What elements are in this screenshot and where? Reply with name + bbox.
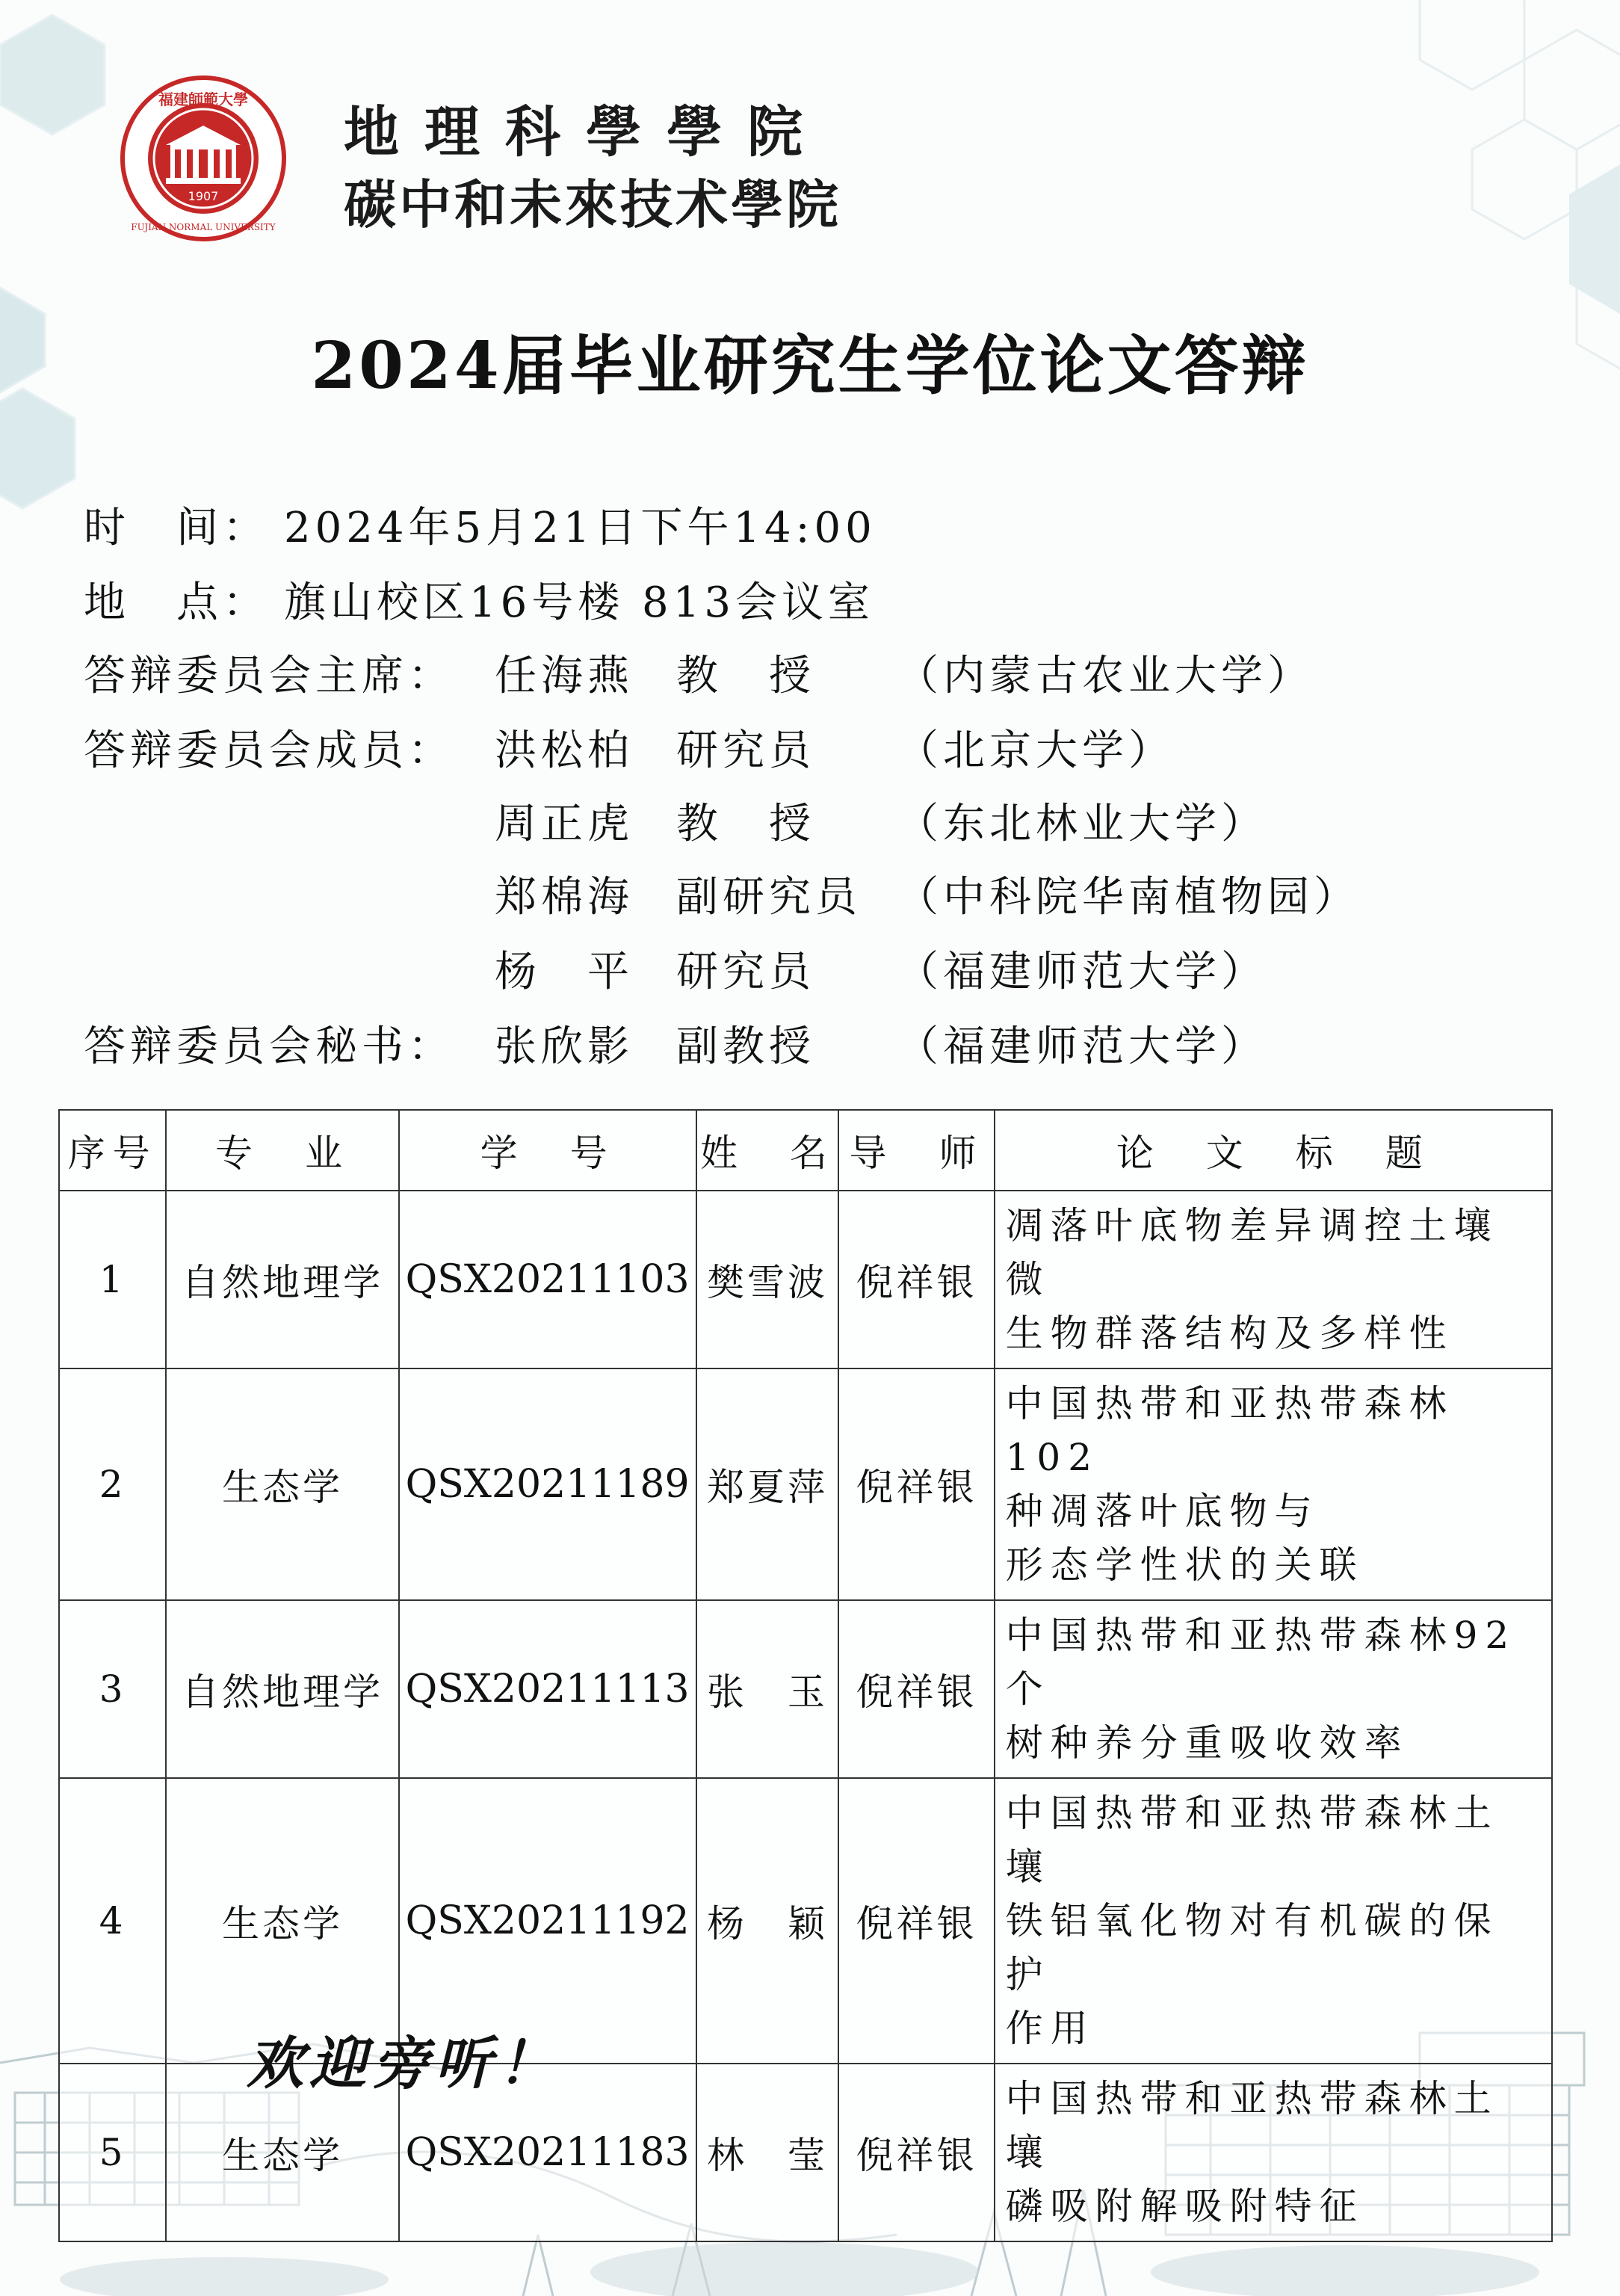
chair-title: 教 授 xyxy=(676,652,815,700)
cell-major: 自然地理学 xyxy=(166,1191,398,1368)
cell-name: 郑夏萍 xyxy=(696,1368,839,1600)
place-label: 地 点： xyxy=(84,578,269,627)
cell-advisor: 倪祥银 xyxy=(838,1191,994,1368)
cell-thesis-title: 中国热带和亚热带森林 102 种凋落叶底物与 形态学性状的关联 xyxy=(995,1368,1552,1600)
cell-no: 4 xyxy=(59,1778,166,2064)
logo-year: 1907 xyxy=(188,189,219,203)
member-institution: （东北林业大学） xyxy=(897,800,1267,848)
member-name: 杨 平 xyxy=(495,948,634,996)
cell-no: 1 xyxy=(59,1191,166,1368)
cell-student-id: QSX20211183 xyxy=(399,2064,696,2241)
cell-student-id: QSX20211113 xyxy=(399,1600,696,1778)
time-value: 2024年5月21日下午14:00 xyxy=(284,504,877,552)
member-name: 周正虎 xyxy=(495,800,634,848)
member-title: 副研究员 xyxy=(676,873,862,922)
institute-name: 碳中和未來技术學院 xyxy=(344,173,841,235)
college-name: 地理科學學院 xyxy=(344,100,828,164)
chair-name: 任海燕 xyxy=(495,652,634,700)
cell-advisor: 倪祥银 xyxy=(838,1778,994,2064)
cell-thesis-title: 凋落叶底物差异调控土壤微 生物群落结构及多样性 xyxy=(995,1191,1552,1368)
cell-no: 2 xyxy=(59,1368,166,1600)
cell-name: 林 莹 xyxy=(696,2064,839,2241)
cell-name: 杨 颖 xyxy=(696,1778,839,2064)
welcome-text: 欢迎旁听！ xyxy=(247,2030,560,2096)
secretary-name: 张欣影 xyxy=(495,1022,634,1071)
chair-institution: （内蒙古农业大学） xyxy=(897,652,1314,700)
cell-thesis-title: 中国热带和亚热带森林土壤 铁铝氧化物对有机碳的保护 作用 xyxy=(995,1778,1552,2064)
cell-no: 5 xyxy=(59,2064,166,2241)
column-header: 学 号 xyxy=(399,1110,696,1191)
column-header: 论 文 标 题 xyxy=(995,1110,1552,1191)
place-value: 旗山校区16号楼 813会议室 xyxy=(284,578,874,627)
cell-advisor: 倪祥银 xyxy=(838,2064,994,2241)
cell-major: 生态学 xyxy=(166,1778,398,2064)
cell-student-id: QSX20211192 xyxy=(399,1778,696,2064)
cell-student-id: QSX20211103 xyxy=(399,1191,696,1368)
member-institution: （北京大学） xyxy=(897,726,1175,775)
column-header: 专 业 xyxy=(166,1110,398,1191)
cell-name: 张 玉 xyxy=(696,1600,839,1778)
column-header: 导 师 xyxy=(838,1110,994,1191)
cell-no: 3 xyxy=(59,1600,166,1778)
table-row xyxy=(59,1191,1552,1368)
cell-major: 生态学 xyxy=(166,2064,398,2241)
member-title: 教 授 xyxy=(676,800,815,848)
member-name: 郑棉海 xyxy=(495,873,634,922)
column-header: 姓 名 xyxy=(696,1110,839,1191)
secretary-label: 答辩委员会秘书： xyxy=(84,1022,454,1071)
cell-thesis-title: 中国热带和亚热带森林土壤 磷吸附解吸附特征 xyxy=(995,2064,1552,2241)
member-name: 洪松柏 xyxy=(495,726,634,775)
secretary-title: 副教授 xyxy=(676,1022,815,1071)
cell-advisor: 倪祥银 xyxy=(838,1368,994,1600)
member-title: 研究员 xyxy=(676,726,815,775)
logo-name-cn: 福建師範大學 xyxy=(158,90,248,108)
cell-major: 自然地理学 xyxy=(166,1600,398,1778)
table-row xyxy=(59,1368,1552,1600)
university-logo xyxy=(120,75,288,243)
cell-student-id: QSX20211189 xyxy=(399,1368,696,1600)
logo-name-en: FUJIAN NORMAL UNIVERSITY xyxy=(131,222,276,232)
time-label: 时 间： xyxy=(84,504,269,552)
member-institution: （中科院华南植物园） xyxy=(897,873,1360,922)
member-title: 研究员 xyxy=(676,948,815,996)
cell-advisor: 倪祥银 xyxy=(838,1600,994,1778)
table-row xyxy=(59,1600,1552,1778)
chair-label: 答辩委员会主席： xyxy=(84,652,454,700)
cell-thesis-title: 中国热带和亚热带森林92个 树种养分重吸收效率 xyxy=(995,1600,1552,1778)
column-header: 序号 xyxy=(59,1110,166,1191)
cell-name: 樊雪波 xyxy=(696,1191,839,1368)
cell-major: 生态学 xyxy=(166,1368,398,1600)
page-title: 2024届毕业研究生学位论文答辩 xyxy=(311,328,1309,404)
secretary-institution: （福建师范大学） xyxy=(897,1022,1267,1071)
members-label: 答辩委员会成员： xyxy=(84,726,454,775)
table-header-row xyxy=(59,1110,1552,1191)
member-institution: （福建师范大学） xyxy=(897,948,1267,996)
